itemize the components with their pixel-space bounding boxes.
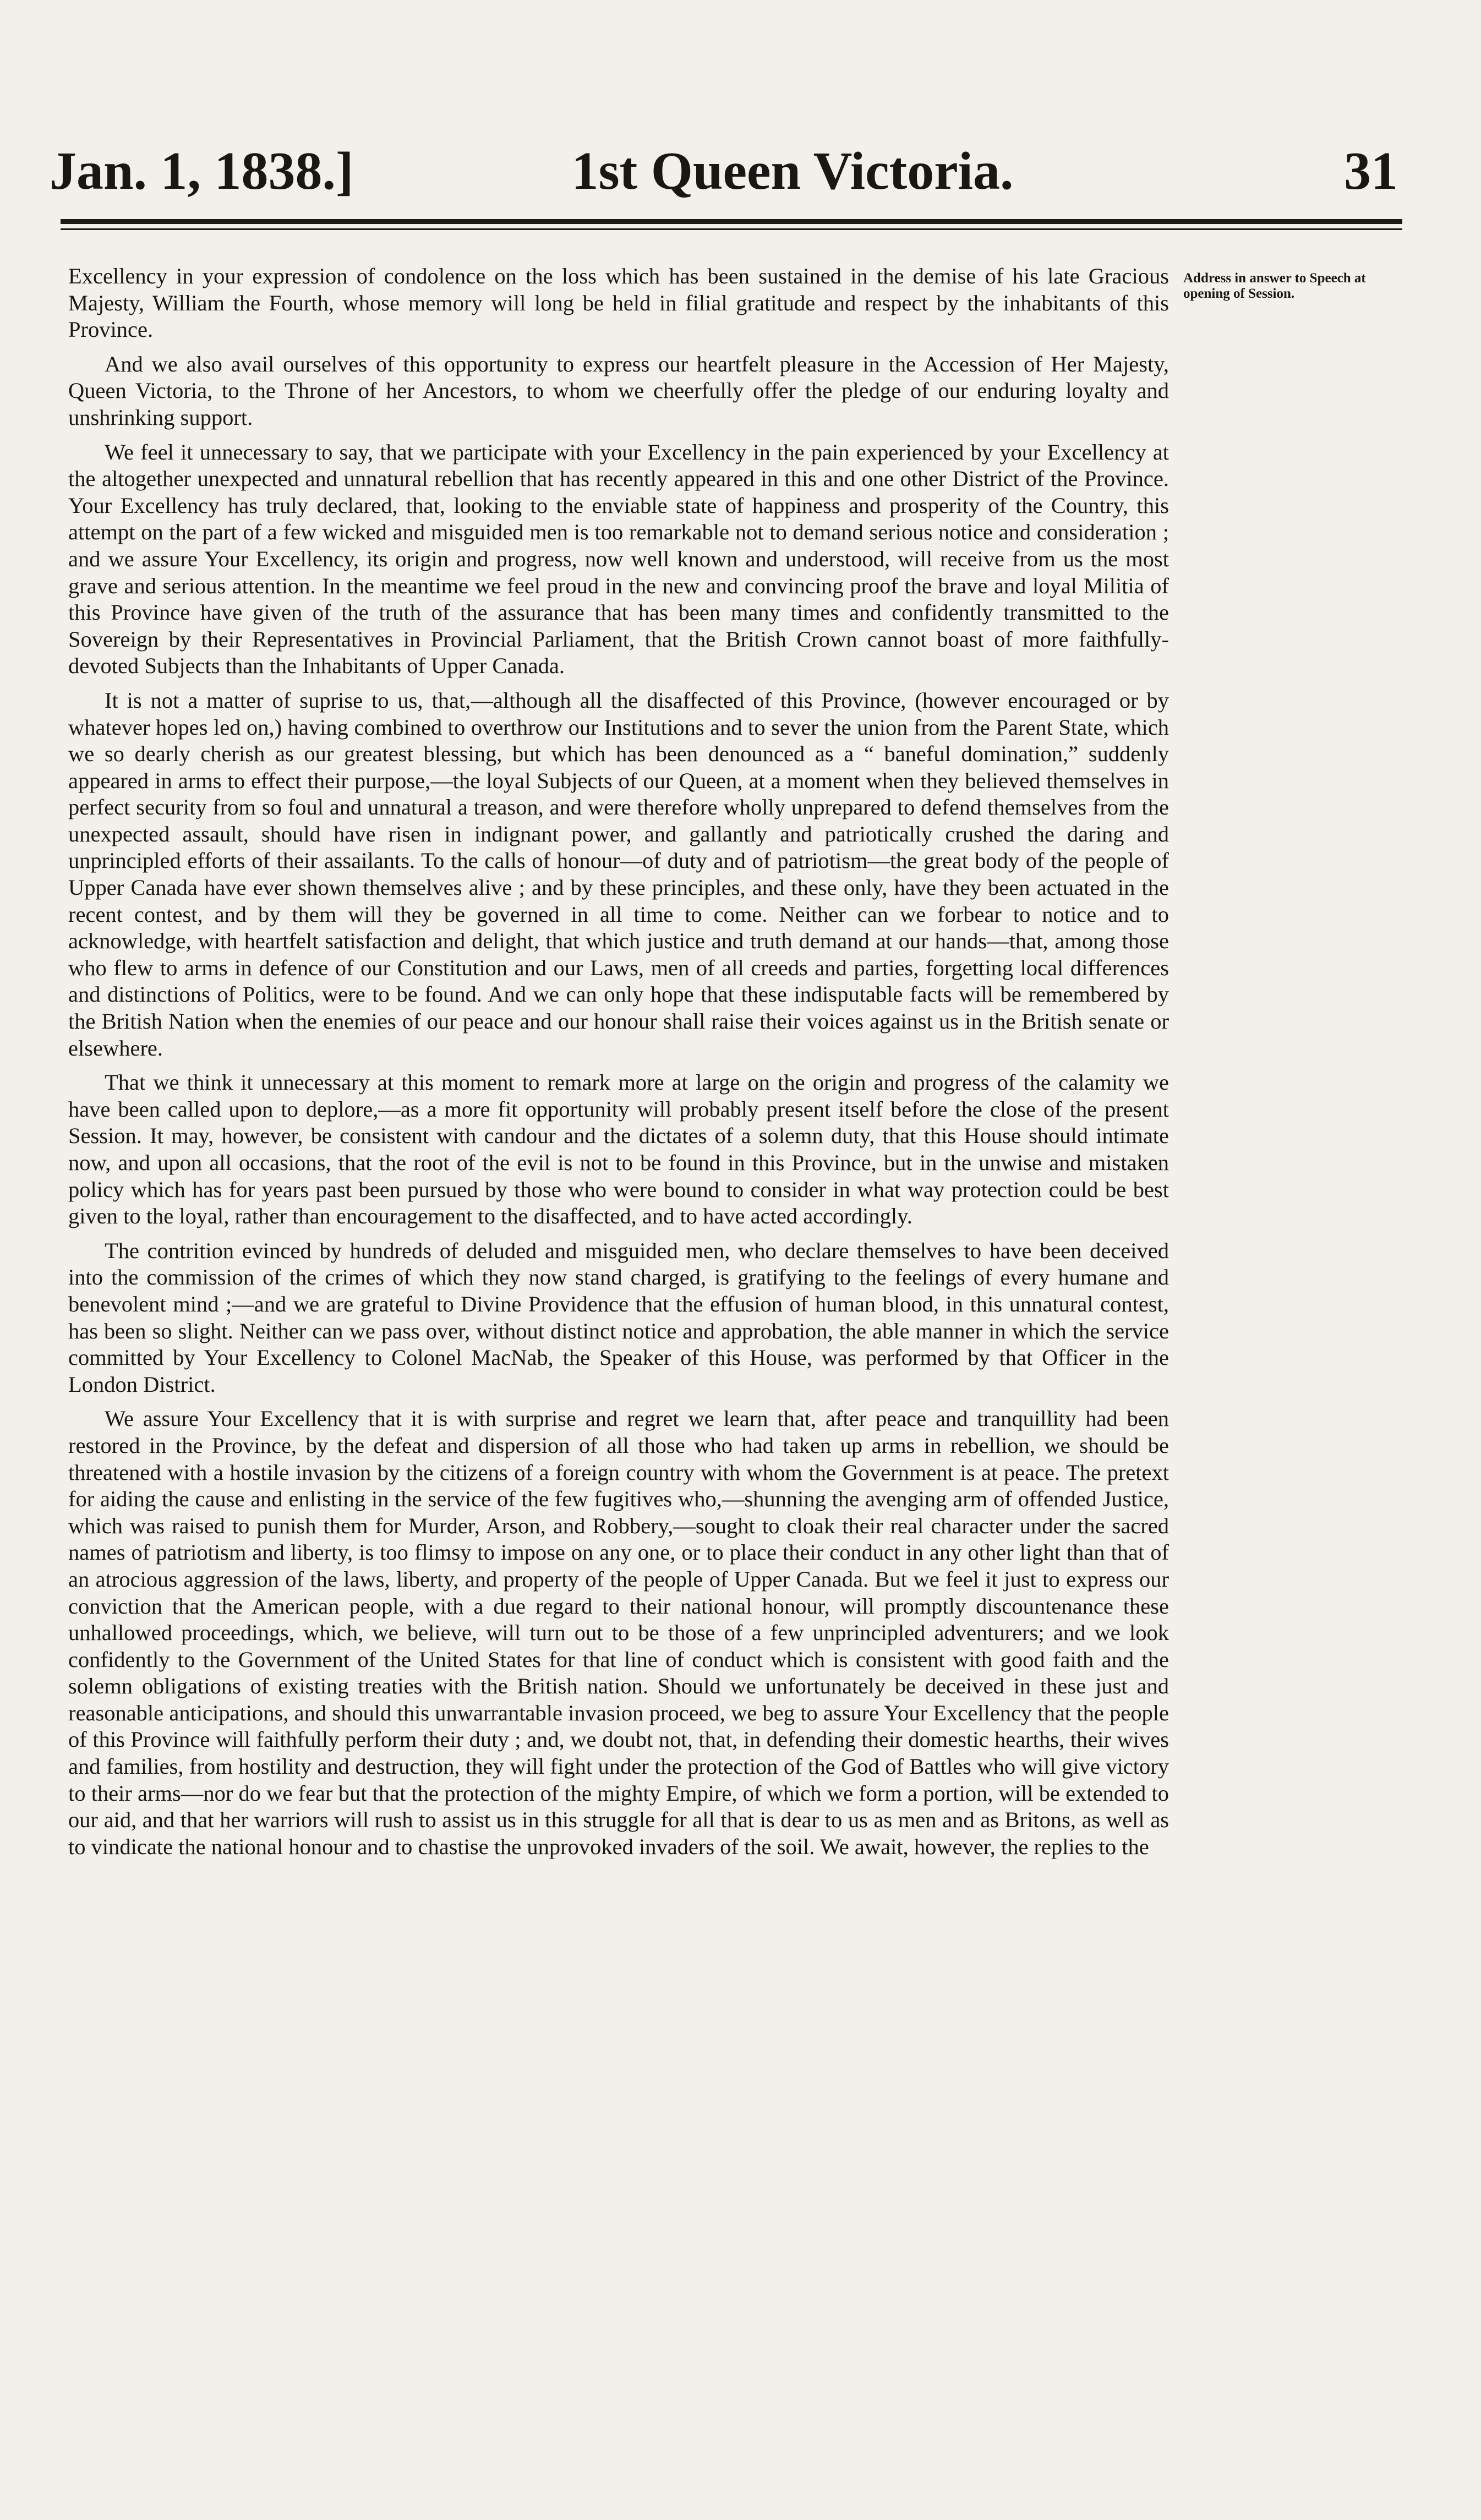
header-title: 1st Queen Victoria. — [571, 141, 1014, 201]
margin-note: Address in answer to Speech at opening of Session. — [1183, 271, 1366, 301]
header-date: Jan. 1, 1838.] — [50, 141, 354, 201]
paragraph-loyal-subjects: It is not a matter of suprise to us, that,—although all the disaffected of this Province, (however encouraged or by whatever hopes led on,) having combined to overthrow our Institutions and to sever the union from the Parent State, which we so dearly cherish as our greatest blessing, but which has been denounced as a “ baneful domination,” suddenly appeared in arms to effect their purpose,—the loyal Subjects of our Queen, at a moment when they believed themselves in perfect security from so foul and unnatural a treason, and were therefore wholly unprepared to defend themselves from the unexpected assault, should have risen in indignant power, and gallantly and patriotically crushed the daring and unprincipled efforts of their assailants. To the calls of honour—of duty and of patriotism—the great body of the people of Upper Canada have ever shown themselves alive ; and by these principles, and these only, have they been actuated in the recent contest, and by them will they be governed in all time to come. Neither can we forbear to notice and to acknowledge, with heartfelt satisfaction and delight, that which justice and truth demand at our hands—that, among those who flew to arms in defence of our Constitution and our Laws, men of all creeds and parties, forgetting local differences and distinctions of Politics, were to be found. And we can only hope that these indisputable facts will be remembered by the British Nation when the enemies of our peace and our honour shall raise their voices against us in the British senate or elsewhere. — [68, 687, 1169, 1061]
page-number: 31 — [1344, 141, 1398, 201]
paragraph-condolence: Excellency in your expression of condolence on the loss which has been sustained in the demise of his late Gracious Majesty, William the Fourth, whose memory will long be held in filial gratitude and respect by the inhabitants of this Province. — [68, 264, 1169, 342]
header-rule-thin — [61, 228, 1402, 230]
header-rule-thick — [61, 219, 1402, 224]
page-header — [50, 140, 1398, 212]
paragraph-contrition: The contrition evinced by hundreds of deluded and misguided men, who declare themselves to have been deceived into the commission of the crimes of which they now stand charged, is gratifying to the feelings of every humane and benevolent mind ;—and we are grateful to Divine Providence that the effusion of human blood, in this unnatural contest, has been so slight. Neither can we pass over, without distinct notice and approbation, the able manner in which the service committed by Your Excellency to Colonel MacNab, the Speaker of this House, was performed by that Officer in the London District. — [68, 1238, 1169, 1397]
paragraph-accession: And we also avail ourselves of this opportunity to express our heartfelt pleasure in the Accession of Her Majesty, Queen Victoria, to the Throne of her Ancestors, to whom we cheerfully offer the pledge of our enduring loyalty and unshrinking support. — [68, 351, 1169, 430]
body-text — [68, 263, 1169, 2431]
paragraph-origin: That we think it unnecessary at this moment to remark more at large on the origin and progress of the calamity we have been called upon to deplore,—as a more fit opportunity will probably present itself before the close of the present Session. It may, however, be consistent with candour and the dictates of a solemn duty, that this House should intimate now, and upon all occasions, that the root of the evil is not to be found in this Province, but in the unwise and mistaken policy which has for years past been pursued by those who were bound to consider in what way protection could be best given to the loyal, rather than encouragement to the disaffected, and to have acted accordingly. — [68, 1070, 1169, 1229]
paragraph-invasion: We assure Your Excellency that it is with surprise and regret we learn that, after peace and tranquillity had been restored in the Province, by the defeat and dispersion of all those who had taken up arms in rebellion, we should be threatened with a hostile invasion by the citizens of a foreign country with whom the Government is at peace. The pretext for aiding the cause and enlisting in the service of the few fugitives who,—shunning the avenging arm of offended Justice, which was raised to punish them for Murder, Arson, and Robbery,—sought to cloak their real character under the sacred names of patriotism and liberty, is too flimsy to impose on any one, or to place their conduct in any other light than that of an atrocious aggression of the laws, liberty, and property of the people of Upper Canada. But we feel it just to express our conviction that the American people, with a due regard to their national honour, will promptly discountenance these unhallowed proceedings, which, we believe, will turn out to be those of a few unprincipled adventurers; and we look confidently to the Government of the United States for that line of conduct which is consistent with good faith and the solemn obligations of existing treaties with the British nation. Should we unfortunately be deceived in these just and reasonable anticipations, and should this unwarrantable invasion proceed, we beg to assure Your Excellency that the people of this Province will faithfully perform their duty ; and, we doubt not, that, in defending their domestic hearths, their wives and families, from hostility and destruction, they will fight under the protection of the God of Battles who will give victory to their arms—nor do we fear but that the protection of the mighty Empire, of which we form a portion, will be extended to our aid, and that her warriors will rush to assist us in this struggle for all that is dear to us as men and as Britons, as well as to vindicate the national honour and to chastise the unprovoked invaders of the soil. We await, however, the replies to the — [68, 1406, 1169, 1859]
paragraph-rebellion: We feel it unnecessary to say, that we participate with your Excellency in the pain experienced by your Excellency at the altogether unexpected and unnatural rebellion that has recently appeared in this and one other District of the Province. Your Excellency has truly declared, that, looking to the enviable state of happiness and prosperity of the Country, this attempt on the part of a few wicked and misguided men is too remarkable not to demand serious notice and consideration ; and we assure Your Excellency, its origin and progress, now well known and understood, will receive from us the most grave and serious attention. In the meantime we feel proud in the new and convincing proof the brave and loyal Militia of this Province have given of the truth of the assurance that has been many times and confidently transmitted to the Sovereign by their Representatives in Provincial Parliament, that the British Crown cannot boast of more faithfully-devoted Subjects than the Inhabitants of Upper Canada. — [68, 439, 1169, 679]
